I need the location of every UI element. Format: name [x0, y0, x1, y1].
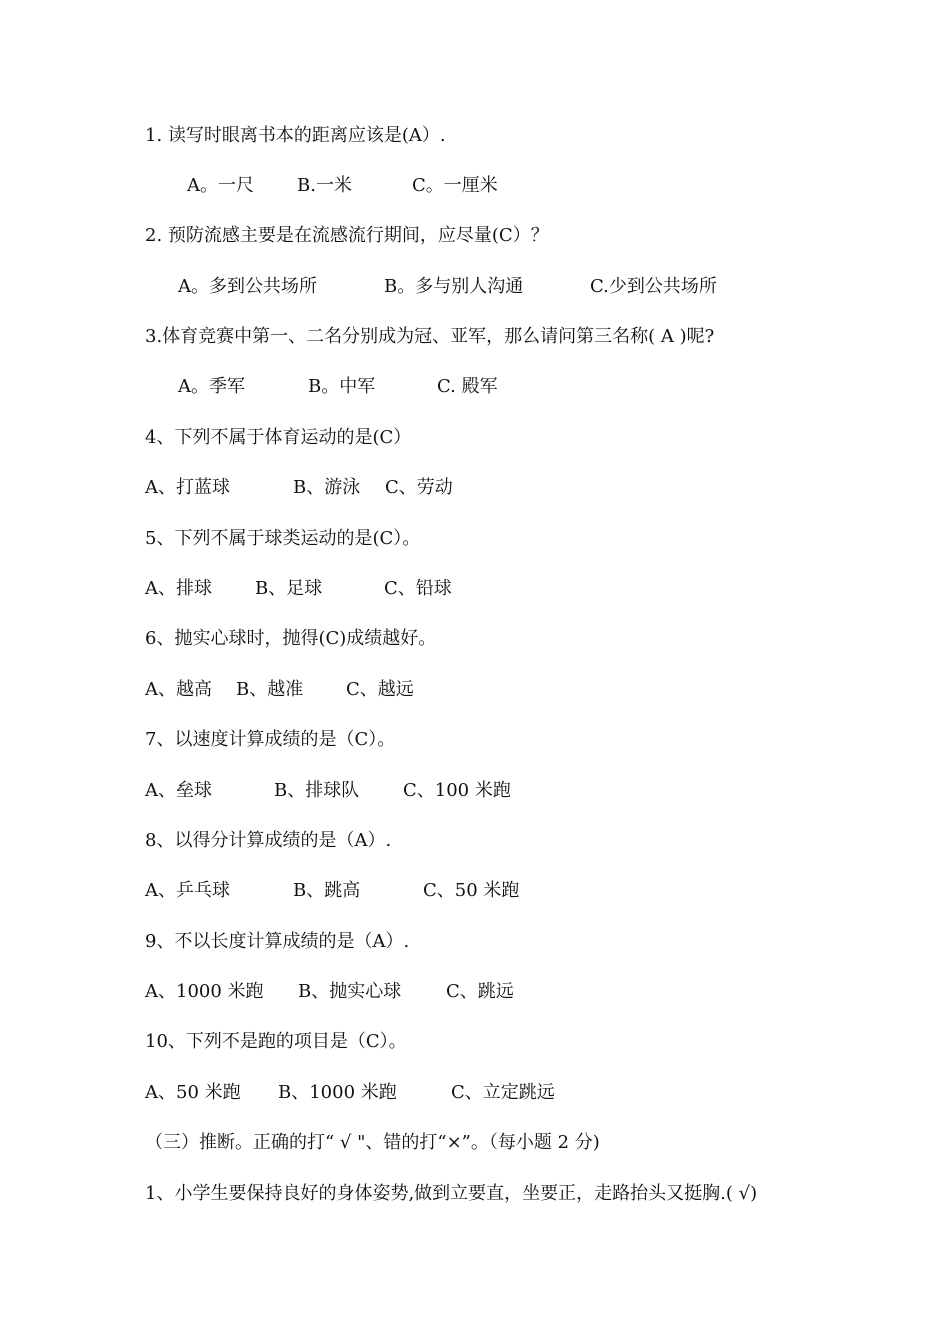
option-b: B.一米 [297, 175, 352, 196]
question-6: 6、抛实心球时，抛得(C)成绩越好。 [145, 628, 437, 649]
option-a: A、1000 米跑 [145, 981, 264, 1002]
option-b: B、越准 [236, 679, 304, 700]
option-c: C.少到公共场所 [590, 276, 717, 297]
option-a: A。多到公共场所 [178, 276, 317, 297]
question-7: 7、以速度计算成绩的是（C）。 [145, 729, 396, 750]
option-b: B、1000 米跑 [278, 1082, 397, 1103]
question-9: 9、不以长度计算成绩的是（A）. [145, 931, 410, 952]
option-c: C、立定跳远 [451, 1082, 555, 1103]
option-b: B、游泳 [293, 477, 361, 498]
option-a: A、50 米跑 [145, 1082, 241, 1103]
option-c: C、铅球 [384, 578, 452, 599]
option-b: B。中军 [308, 376, 376, 397]
judgment-item-1: 1、小学生要保持良好的身体姿势,做到立要直，坐要正，走路抬头又挺胸.( √) [145, 1183, 758, 1204]
option-b: B、足球 [255, 578, 323, 599]
option-a: A、排球 [145, 578, 212, 599]
option-a: A、越高 [145, 679, 212, 700]
option-c: C。一厘米 [412, 175, 498, 196]
question-10: 10、下列不是跑的项目是（C）。 [145, 1031, 407, 1052]
option-c: C、100 米跑 [403, 780, 511, 801]
option-c: C、跳远 [446, 981, 514, 1002]
question-2: 2. 预防流感主要是在流感流行期间，应尽量(C）？ [145, 225, 549, 246]
option-c: C、越远 [346, 679, 414, 700]
option-c: C. 殿军 [437, 376, 498, 397]
question-4: 4、下列不属于体育运动的是(C） [145, 427, 412, 448]
option-c: C、50 米跑 [423, 880, 520, 901]
option-b: B、排球队 [274, 780, 360, 801]
question-1: 1. 读写时眼离书本的距离应该是(A）. [145, 125, 446, 146]
option-b: B。多与别人沟通 [384, 276, 524, 297]
option-a: A、打蓝球 [145, 477, 230, 498]
option-b: B、跳高 [293, 880, 361, 901]
option-a: A、乒乓球 [145, 880, 230, 901]
option-a: A。季军 [178, 376, 245, 397]
question-5: 5、下列不属于球类运动的是(C）。 [145, 528, 421, 549]
option-a: A、垒球 [145, 780, 212, 801]
question-3: 3.体育竞赛中第一、二名分别成为冠、亚军，那么请问第三名称( A )呢? [145, 326, 715, 347]
section-three-heading: （三）推断。正确的打“ √ "、错的打“×”。（每小题 2 分) [145, 1132, 600, 1153]
question-8: 8、以得分计算成绩的是（A）. [145, 830, 392, 851]
option-b: B、抛实心球 [298, 981, 402, 1002]
option-a: A。一尺 [187, 175, 254, 196]
option-c: C、劳动 [385, 477, 453, 498]
